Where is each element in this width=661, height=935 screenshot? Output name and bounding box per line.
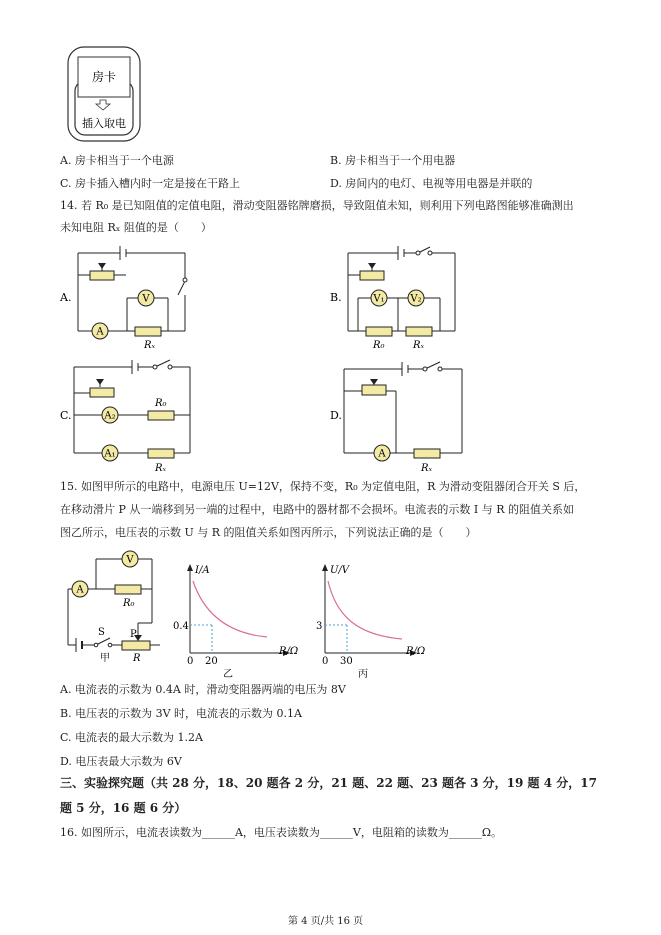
q14-stem-line2: 未知电阻 Rₓ 阻值的是（ ） xyxy=(60,221,212,234)
y-tick-3: 3 xyxy=(316,621,323,632)
circuit-a xyxy=(60,243,200,353)
q14-stem-line1: 14. 若 R₀ 是已知阻值的定值电阻，滑动变阻器铭牌磨损，导致阻值未知，则利用下列电路图能够准确测出 xyxy=(60,199,574,212)
q15-option-b: B. 电压表的示数为 3V 时，电流表的示数为 0.1A xyxy=(60,707,302,720)
card-top-text: 房卡 xyxy=(91,70,117,84)
circuit-b xyxy=(330,243,470,353)
chart-bing xyxy=(310,563,440,680)
origin-tick: 0 xyxy=(322,656,329,667)
section3-title-line2: 题 5 分，16 题 6 分） xyxy=(60,801,187,815)
q15-stem-line2: 在移动滑片 P 从一端移到另一端的过程中，电路中的器材都不会损坏。电流表的示数 I 与 R 的阻值关系如 xyxy=(60,503,575,516)
q15-option-a: A. 电流表的示数为 0.4A 时，滑动变阻器两端的电压为 8V xyxy=(60,683,346,696)
resistor-r0-label: R₀ xyxy=(123,598,135,609)
ammeter-a: A xyxy=(76,584,84,596)
circuit-c xyxy=(60,357,200,477)
rheostat-r-label: R xyxy=(133,653,141,664)
q13-option-b: B. 房卡相当于一个用电器 xyxy=(330,154,456,167)
y-axis-label: U/V xyxy=(330,565,350,576)
curve-u-r xyxy=(328,581,402,639)
voltmeter-v2: V₂ xyxy=(410,293,422,305)
x-axis-label: R/Ω xyxy=(279,646,299,657)
resistor-rx-label: Rₓ xyxy=(144,340,156,351)
slider-p-label: P xyxy=(130,629,137,640)
ammeter-a: A xyxy=(96,326,104,338)
q13-option-d: D. 房间内的电灯、电视等用电器是并联的 xyxy=(330,177,533,190)
circuit-c-label: C. xyxy=(60,409,72,422)
figure-yi-label: 乙 xyxy=(223,669,233,680)
q16-stem: 16. 如图所示，电流表读数为______A，电压表读数为______V，电阻箱的读数为______Ω。 xyxy=(60,826,502,839)
x-tick-30: 30 xyxy=(340,656,353,667)
q15-option-c: C. 电流表的最大示数为 1.2A xyxy=(60,731,203,744)
q13-option-c: C. 房卡插入槽内时一定是接在干路上 xyxy=(60,177,241,190)
room-card-figure xyxy=(66,45,146,145)
origin-tick: 0 xyxy=(187,656,194,667)
chart-yi xyxy=(173,563,305,680)
resistor-rx-label: Rₓ xyxy=(155,463,167,474)
page-footer: 第 4 页/共 16 页 xyxy=(288,916,364,927)
card-bottom-text: 插入取电 xyxy=(82,117,126,130)
figure-jia-label: 甲 xyxy=(100,653,110,664)
arrow-down-icon xyxy=(96,100,110,110)
ammeter-a1: A₁ xyxy=(104,448,116,460)
voltmeter-v: V xyxy=(142,293,150,305)
resistor-r0-label: R₀ xyxy=(373,340,385,351)
y-tick-0-4: 0.4 xyxy=(173,621,189,632)
voltmeter-v1: V₁ xyxy=(373,293,385,305)
circuit-b-label: B. xyxy=(330,291,342,304)
resistor-rx-label: Rₓ xyxy=(413,340,425,351)
resistor-rx-label: Rₓ xyxy=(421,463,433,474)
ammeter-a: A xyxy=(378,448,386,460)
resistor-r0-label: R₀ xyxy=(155,398,167,409)
switch-s-label: S xyxy=(98,627,105,638)
q15-stem-line3: 图乙所示，电压表的示数 U 与 R 的阻值关系如图丙所示，下列说法正确的是（ ） xyxy=(60,526,477,539)
circuit-d xyxy=(330,357,470,477)
q15-option-d: D. 电压表最大示数为 6V xyxy=(60,755,182,768)
ammeter-a2: A₂ xyxy=(104,410,116,422)
figure-bing-label: 丙 xyxy=(358,669,368,680)
voltmeter-v: V xyxy=(126,554,134,566)
circuit-a-label: A. xyxy=(60,291,72,304)
x-tick-20: 20 xyxy=(205,656,218,667)
q15-stem-line1: 15. 如图甲所示的电路中，电源电压 U=12V，保持不变，R₀ 为定值电阻，R 为滑动变阻器闭合开关 S 后， xyxy=(60,480,586,493)
q13-option-a: A. 房卡相当于一个电源 xyxy=(60,154,174,167)
curve-i-r xyxy=(193,581,267,637)
x-axis-label: R/Ω xyxy=(406,646,426,657)
section3-title-line1: 三、实验探究题（共 28 分，18、20 题各 2 分，21 题、22 题、23 题各 3 分，19 题 4 分，17 xyxy=(60,776,597,790)
y-axis-label: I/A xyxy=(195,565,210,576)
circuit-jia xyxy=(60,547,170,662)
circuit-d-label: D. xyxy=(330,409,342,422)
